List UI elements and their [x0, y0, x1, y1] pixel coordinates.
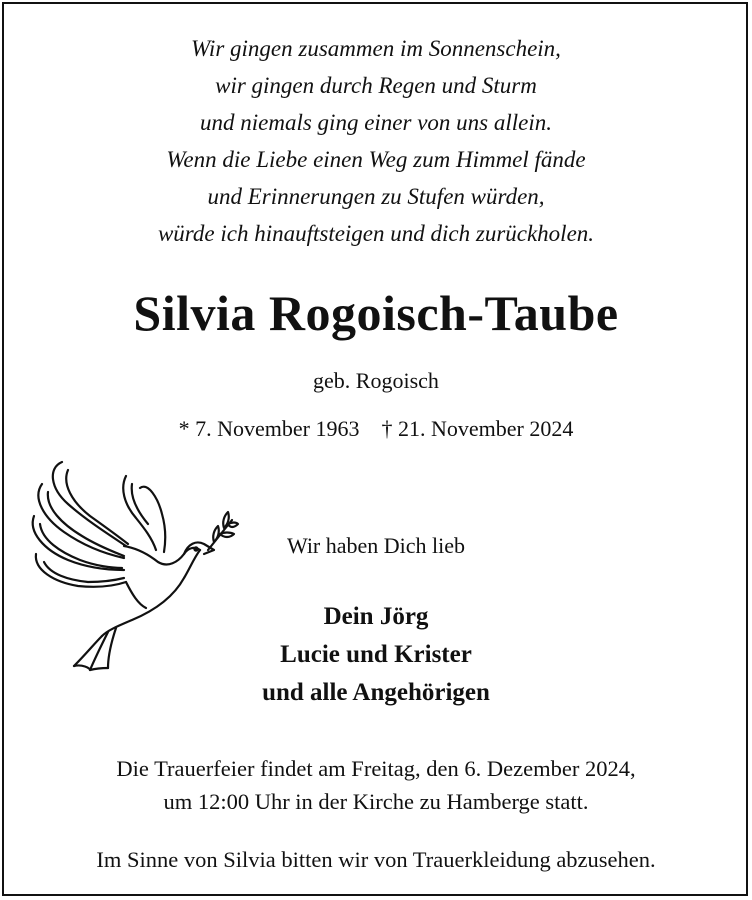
poem-line: würde ich hinauftsteigen und dich zurückholen. — [157, 221, 595, 246]
funeral-service-info — [0, 752, 752, 818]
mourners-list — [176, 598, 576, 712]
deceased-name: Silvia Rogoisch-Taube — [133, 285, 619, 341]
poem-line: Wir gingen zusammen im Sonnenschein, — [191, 36, 561, 61]
mourner-line: Dein Jörg — [323, 603, 429, 630]
service-line: um 12:00 Uhr in der Kirche zu Hamberge statt. — [163, 789, 589, 814]
dress-code-note: Im Sinne von Silvia bitten wir von Trauerkleidung abzusehen. — [96, 847, 656, 872]
farewell-line: Wir haben Dich lieb — [286, 533, 466, 558]
death-date: † 21. November 2024 — [381, 416, 574, 441]
life-dates — [0, 414, 752, 444]
poem-line: und Erinnerungen zu Stufen würden, — [207, 184, 545, 209]
birth-name: geb. Rogoisch — [313, 368, 439, 393]
birth-date: * 7. November 1963 — [178, 416, 360, 441]
poem-line: wir gingen durch Regen und Sturm — [215, 73, 537, 98]
poem-line: Wenn die Liebe einen Weg zum Himmel fände — [166, 147, 586, 172]
service-line: Die Trauerfeier findet am Freitag, den 6. Dezember 2024, — [116, 756, 636, 781]
mourner-line: Lucie und Krister — [280, 641, 472, 668]
poem-line: und niemals ging einer von uns allein. — [200, 110, 552, 135]
mourner-line: und alle Angehörigen — [262, 679, 490, 706]
poem — [0, 30, 752, 252]
